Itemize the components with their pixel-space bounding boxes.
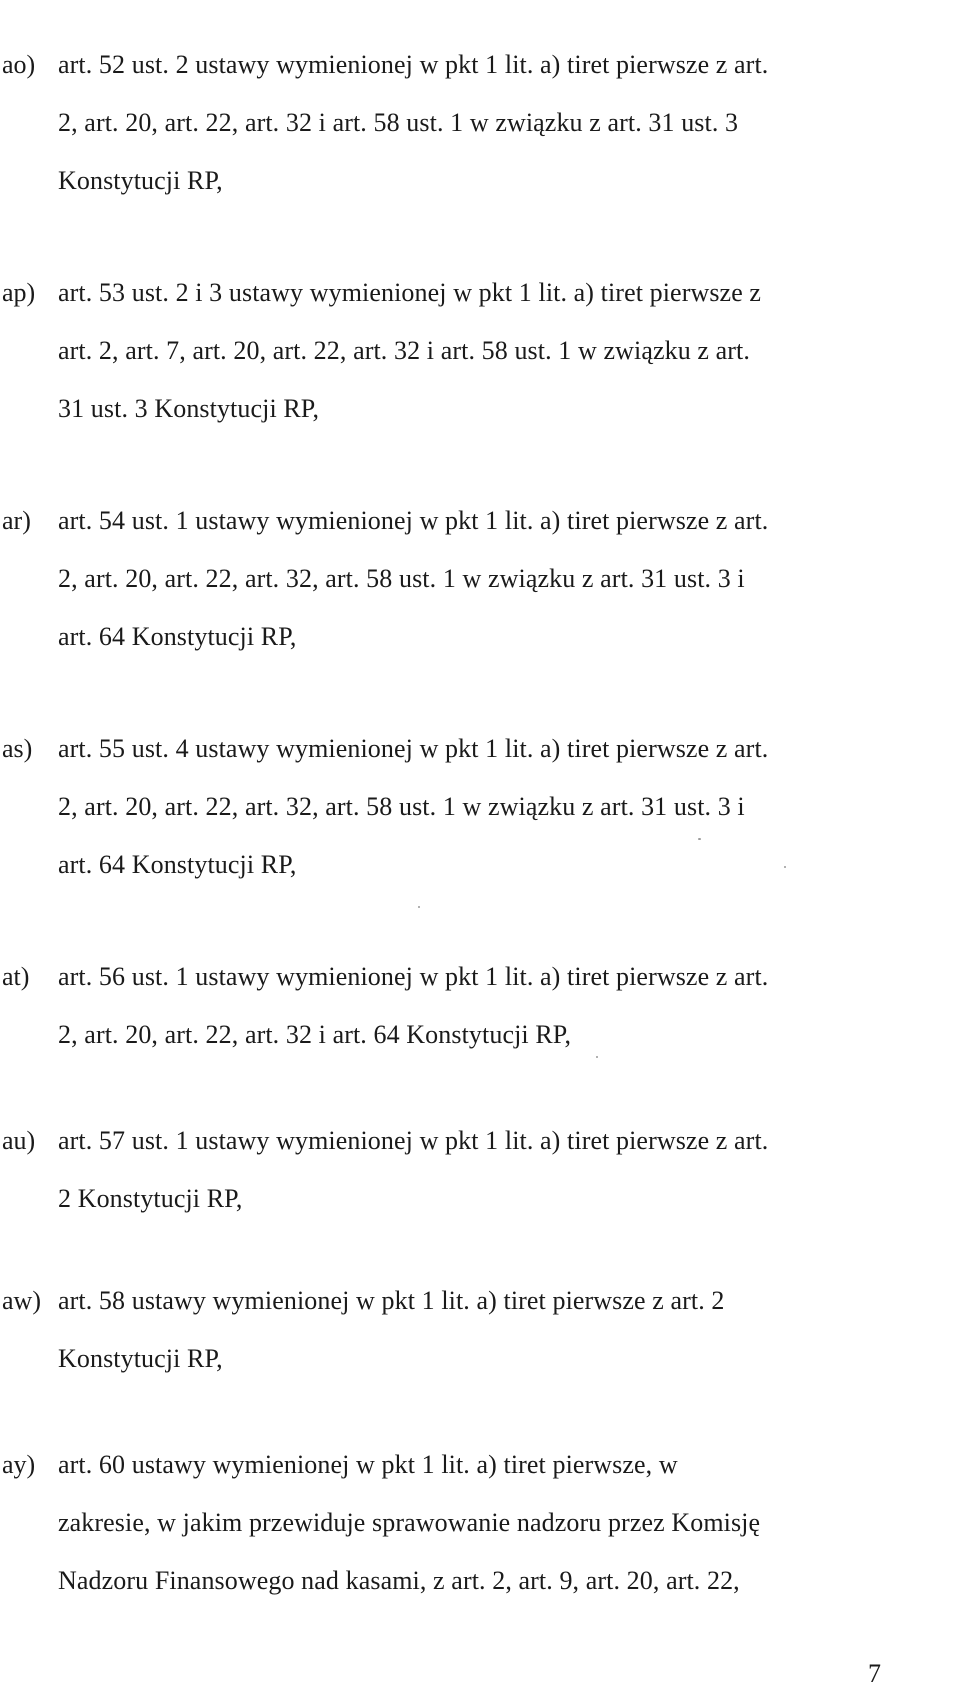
list-item-at (0, 948, 960, 1068)
item-text (58, 1272, 888, 1388)
text-line: 2, art. 20, art. 22, art. 32, art. 58 ust. 1 w związku z art. 31 ust. 3 i (58, 564, 745, 593)
list-item-ar (0, 492, 960, 672)
scan-speck (698, 838, 701, 840)
text-line: Konstytucji RP, (58, 166, 223, 195)
scan-speck (784, 866, 786, 868)
text-line: Konstytucji RP, (58, 1344, 223, 1373)
list-item-as (0, 720, 960, 900)
text-line: art. 52 ust. 2 ustawy wymienionej w pkt 1 lit. a) tiret pierwsze z art. (58, 50, 769, 79)
item-marker: ap) (2, 278, 36, 307)
text-line: art. 53 ust. 2 i 3 ustawy wymienionej w pkt 1 lit. a) tiret pierwsze z (58, 278, 762, 307)
item-text (58, 36, 888, 210)
text-line: art. 64 Konstytucji RP, (58, 622, 297, 651)
text-line: 2, art. 20, art. 22, art. 32, art. 58 ust. 1 w związku z art. 31 ust. 3 i (58, 792, 745, 821)
item-text (58, 1436, 888, 1610)
scan-speck (596, 1056, 598, 1058)
list-item-ay (0, 1436, 960, 1616)
item-text (58, 264, 888, 438)
text-line: art. 58 ustawy wymienionej w pkt 1 lit. a) tiret pierwsze z art. 2 (58, 1286, 725, 1315)
text-line: art. 54 ust. 1 ustawy wymienionej w pkt 1 lit. a) tiret pierwsze z art. (58, 506, 769, 535)
item-text (58, 1112, 888, 1228)
text-line: zakresie, w jakim przewiduje sprawowanie nadzoru przez Komisję (58, 1508, 761, 1537)
text-line: art. 64 Konstytucji RP, (58, 850, 297, 879)
item-marker: as) (2, 734, 33, 763)
item-marker: ar) (2, 506, 31, 535)
text-line: 2 Konstytucji RP, (58, 1184, 243, 1213)
item-text (58, 720, 888, 894)
text-line: 2, art. 20, art. 22, art. 32 i art. 64 Konstytucji RP, (58, 1020, 572, 1049)
text-line: Nadzoru Finansowego nad kasami, z art. 2, art. 9, art. 20, art. 22, (58, 1566, 740, 1595)
item-marker: ao) (2, 50, 36, 79)
item-marker: at) (2, 962, 30, 991)
text-line: art. 2, art. 7, art. 20, art. 22, art. 32 i art. 58 ust. 1 w związku z art. (58, 336, 750, 365)
list-item-ap (0, 264, 960, 444)
scan-speck (418, 906, 420, 908)
list-item-ao (0, 36, 960, 216)
item-marker: aw) (2, 1286, 41, 1315)
list-item-aw (0, 1272, 960, 1392)
list-item-au (0, 1112, 960, 1232)
item-marker: ay) (2, 1450, 36, 1479)
text-line: 2, art. 20, art. 22, art. 32 i art. 58 ust. 1 w związku z art. 31 ust. 3 (58, 108, 739, 137)
item-text (58, 948, 888, 1064)
text-line: art. 55 ust. 4 ustawy wymienionej w pkt 1 lit. a) tiret pierwsze z art. (58, 734, 769, 763)
item-text (58, 492, 888, 666)
text-line: art. 60 ustawy wymienionej w pkt 1 lit. a) tiret pierwsze, w (58, 1450, 678, 1479)
text-line: 31 ust. 3 Konstytucji RP, (58, 394, 320, 423)
text-line: art. 56 ust. 1 ustawy wymienionej w pkt 1 lit. a) tiret pierwsze z art. (58, 962, 769, 991)
text-line: art. 57 ust. 1 ustawy wymienionej w pkt 1 lit. a) tiret pierwsze z art. (58, 1126, 769, 1155)
page-number: 7 (868, 1659, 881, 1688)
item-marker: au) (2, 1126, 36, 1155)
